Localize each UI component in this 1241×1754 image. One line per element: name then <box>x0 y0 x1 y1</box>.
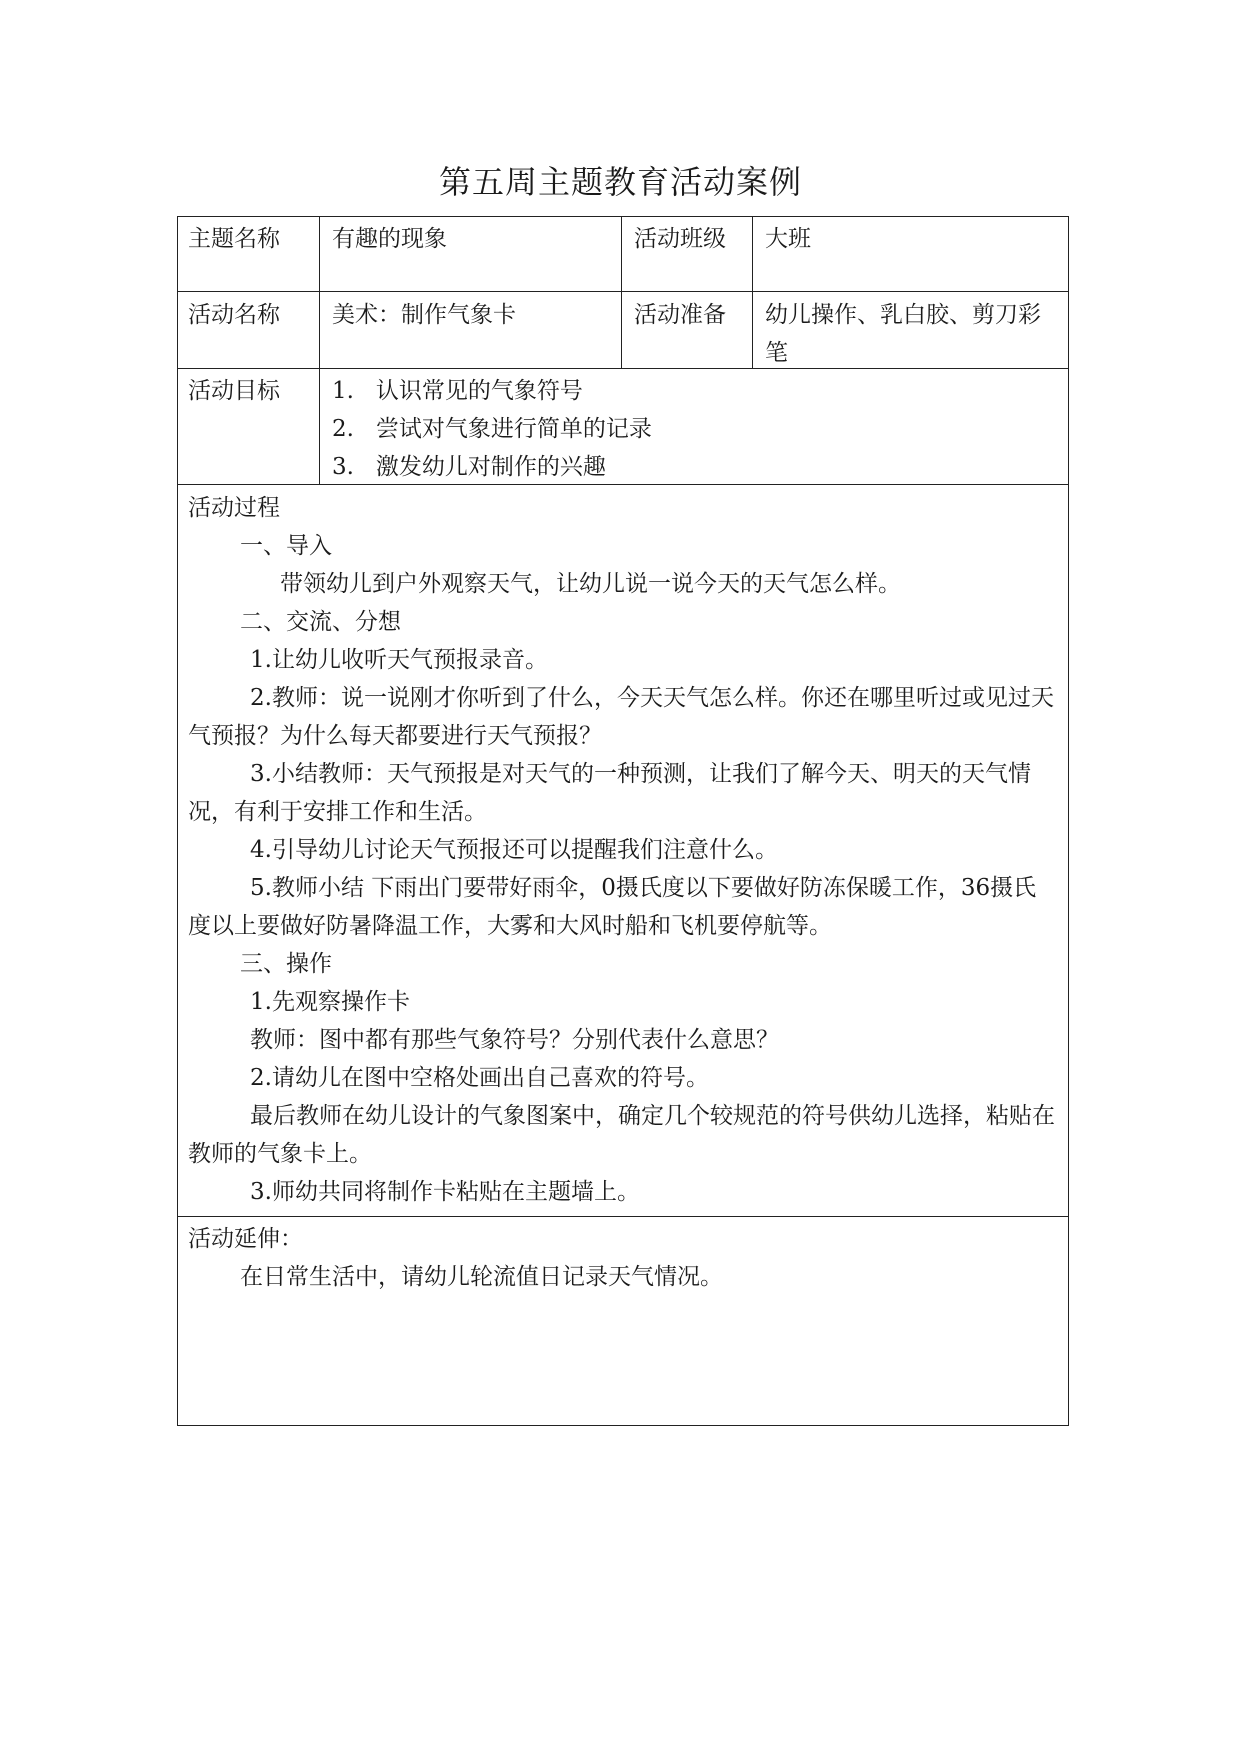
theme-value: 有趣的现象 <box>332 226 447 252</box>
activity-label: 活动名称 <box>188 302 280 328</box>
process-paragraph: 最后教师在幼儿设计的气象图案中，确定几个较规范的符号供幼儿选择，粘贴在教师的气象卡上。 <box>188 1103 1055 1167</box>
page-title: 第五周主题教育活动案例 <box>438 163 802 201</box>
col-divider <box>752 216 753 368</box>
table-border-top <box>177 216 1069 217</box>
row-divider <box>177 1216 1069 1217</box>
theme-label: 主题名称 <box>188 226 280 252</box>
process-paragraph: 3.师幼共同将制作卡粘贴在主题墙上。 <box>250 1179 640 1205</box>
prep-label: 活动准备 <box>634 302 726 328</box>
section-title: 一、导入 <box>240 533 332 559</box>
class-value: 大班 <box>765 226 811 252</box>
table-border-bottom <box>177 1425 1069 1426</box>
process-paragraph: 4.引导幼儿讨论天气预报还可以提醒我们注意什么。 <box>250 837 778 863</box>
row-divider <box>177 291 1069 292</box>
activity-table <box>177 216 1069 1426</box>
process-paragraph: 教师：图中都有那些气象符号？分别代表什么意思？ <box>250 1027 779 1053</box>
process-paragraph: 带领幼儿到户外观察天气，让幼儿说一说今天的天气怎么样。 <box>280 571 901 597</box>
class-label: 活动班级 <box>634 226 726 252</box>
process-label: 活动过程 <box>188 495 280 521</box>
goals-label: 活动目标 <box>188 378 280 404</box>
process-paragraph: 1.先观察操作卡 <box>250 989 410 1015</box>
table-border-right <box>1068 216 1069 1426</box>
goal-item: 3. 激发幼儿对制作的兴趣 <box>332 454 606 480</box>
process-paragraph: 1.让幼儿收听天气预报录音。 <box>250 647 548 673</box>
goal-item: 1. 认识常见的气象符号 <box>332 378 583 404</box>
col-divider <box>319 216 320 484</box>
process-paragraph: 5.教师小结 下雨出门要带好雨伞，0摄氏度以下要做好防冻保暖工作，36摄氏度以上要做好防暑降温工作，大雾和大风时船和飞机要停航等。 <box>188 875 1037 939</box>
process-paragraph: 2.请幼儿在图中空格处画出自己喜欢的符号。 <box>250 1065 709 1091</box>
goal-item: 2. 尝试对气象进行简单的记录 <box>332 416 652 442</box>
process-paragraph: 2.教师：说一说刚才你听到了什么，今天天气怎么样。你还在哪里听过或见过天气预报？为什么每天都要进行天气预报？ <box>188 685 1054 749</box>
process-paragraph: 3.小结教师：天气预报是对天气的一种预测，让我们了解今天、明天的天气情况，有利于安排工作和生活。 <box>188 761 1031 825</box>
prep-value: 幼儿操作、乳白胶、剪刀彩笔 <box>765 302 1041 366</box>
col-divider <box>621 216 622 368</box>
section-title: 二、交流、分想 <box>240 609 401 635</box>
extension-label: 活动延伸： <box>188 1226 303 1252</box>
table-border-left <box>177 216 178 1426</box>
extension-text: 在日常生活中，请幼儿轮流值日记录天气情况。 <box>240 1264 723 1290</box>
activity-value: 美术：制作气象卡 <box>332 302 516 328</box>
row-divider <box>177 484 1069 485</box>
section-title: 三、操作 <box>240 951 332 977</box>
